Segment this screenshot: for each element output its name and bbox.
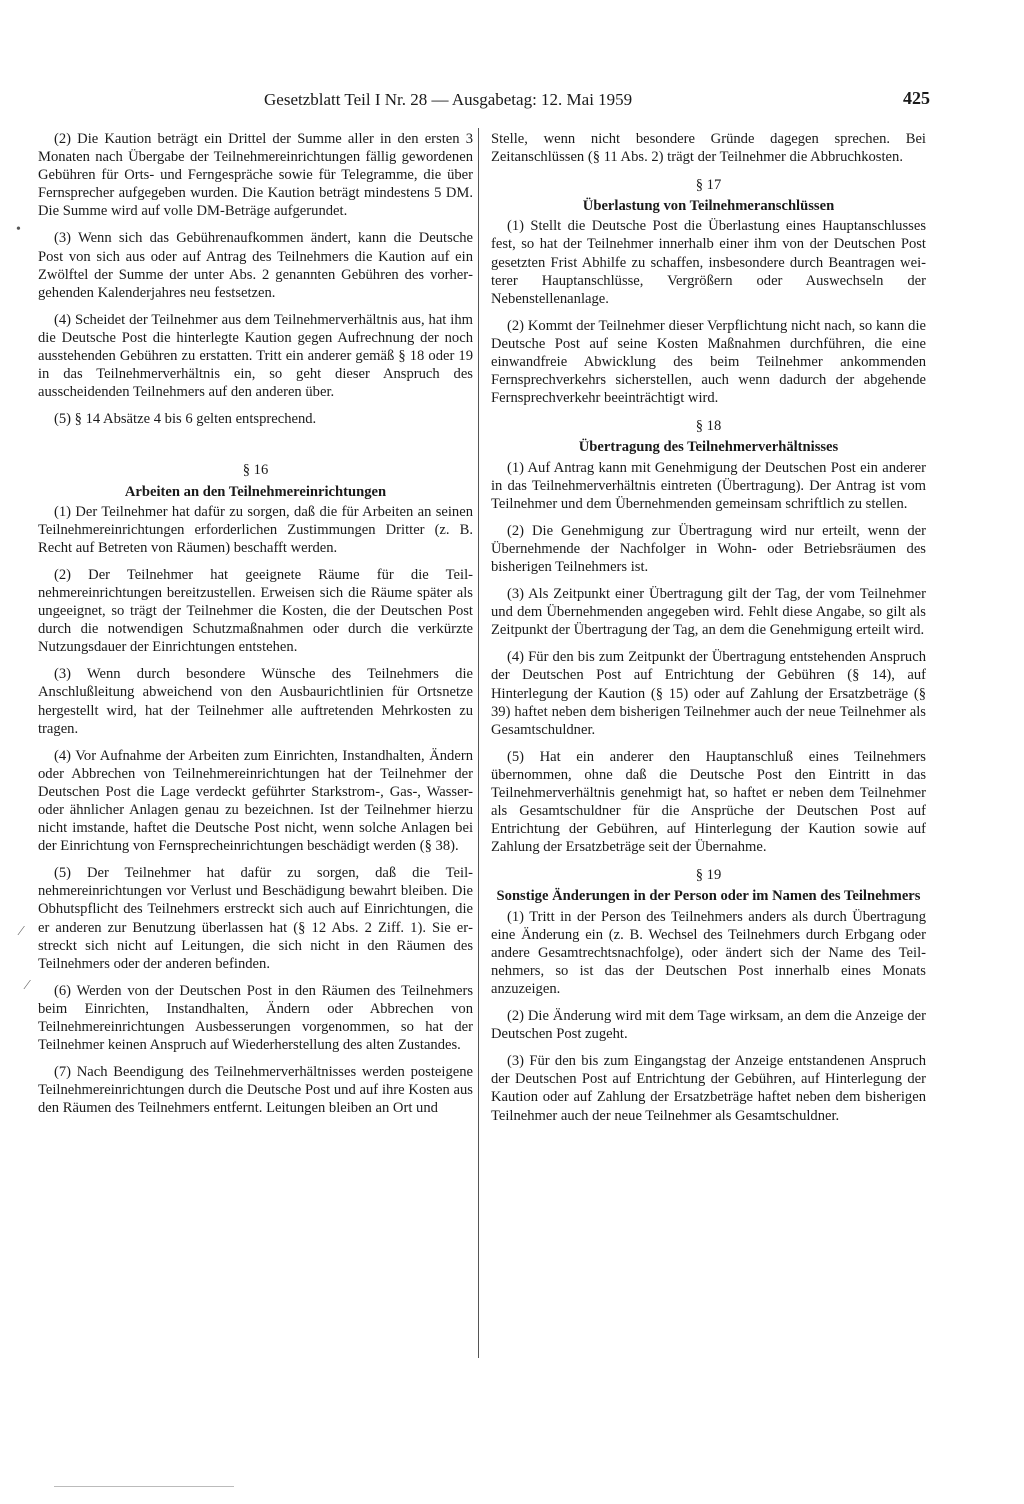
- paragraph: Stelle, wenn nicht besondere Gründe dagegen sprechen. Bei Zeitanschlüssen (§ 11 Abs. 2) trägt der Teilnehmer die Abbruchkosten.: [491, 131, 926, 166]
- paragraph: (1) Der Teilnehmer hat dafür zu sorgen, daß die für Arbeiten an seinen Teilnehmereinrichtungen erforderlichen Zustimmungen Dritter (z. B. Recht auf Betreten von Räumen) beschafft werden.: [38, 503, 473, 556]
- column-divider: [478, 128, 479, 1358]
- paragraph: (1) Tritt in der Person des Teilnehmers anders als durch Übertragung eine Änderung ein (z. B. Wechsel des Teilnehmers durch Erbgang oder andere Gesamtrechtsnachfolge), oder ändert sich der Name des Teilnehmers, so ist das der Deutschen Post innerhalb eines Monats anzuzeigen.: [491, 908, 926, 997]
- paragraph: (7) Nach Beendigung des Teilnehmerverhältnisses werden posteigene Teilnehmereinrichtungen durch die Deutsche Post und auf ihre Kosten aus den Räumen des Teilnehmers entfernt. Leitungen bleiben an Ort und: [38, 1064, 473, 1117]
- paragraph: (4) Vor Aufnahme der Arbeiten zum Einrichten, Instandhalten, Ändern oder Abbrechen von Teilnehmereinrichtungen hat der Teilnehmer der Deutschen Post die Lage verdeckt geführter Starkstrom-, Gas-, Wasser- oder ähnlicher Anlagen genau zu bezeichnen. Ist der Teilnehmer hierzu nicht imstande, haftet die Deutsche Post nicht, wenn solche Anlagen bei der Einrichtung von Fernsprecheinrichtungen beschädigt werden (§ 38).: [38, 747, 473, 855]
- paragraph: (1) Stellt die Deutsche Post die Überlastung eines Hauptanschlusses fest, so hat der Teilnehmer innerhalb einer ihm von der Deutschen Post gesetzten Frist Abhilfe zu schaffen, insbesondere durch Beantragen weiterer Hauptanschlüsse, Vergrößern oder Auswechseln der Nebenstellenanlage.: [491, 218, 926, 307]
- paragraph: (2) Der Teilnehmer hat geeignete Räume für die Teilnehmereinrichtungen bereitzustellen. Erweisen sich die Räume später als ungeeignet, so trägt der Teilnehmer die Kosten, die der Deutschen Post durch die notwendigen Schutzmaßnahmen oder durch die verkürzte Nutzungsdauer der Einrichtungen entstehen.: [38, 566, 473, 656]
- header-title: Gesetzblatt Teil I Nr. 28 — Ausgabetag: 12. Mai 1959: [264, 90, 633, 109]
- section-title: Sonstige Änderungen in der Person oder im Namen des Teilnehmers: [496, 888, 921, 905]
- paragraph: (4) Für den bis zum Zeitpunkt der Übertragung entstehenden Anspruch der Deutschen Post auf Entrichtung der Gebühren (§ 14), auf Hinterlegung der Kaution (§ 15) oder auf Zahlung der Ersatzbeträge (§ 39) haftet neben dem bisherigen Teilnehmer auch der neue Teilnehmer als Gesamtschuldner.: [491, 649, 926, 738]
- paragraph: (2) Die Genehmigung zur Übertragung wird nur erteilt, wenn der Übernehmende der Nachfolger in Wohn- oder Betriebsräumen des bisherigen Teilnehmers ist.: [491, 522, 926, 575]
- paragraph: (5) Der Teilnehmer hat dafür zu sorgen, daß die Teilnehmereinrichtungen vor Verlust und Beschädigung bewahrt bleiben. Die Obhutspflicht des Teilnehmers erstreckt sich auch auf Einrichtungen, die er anderen zur Benutzung überlassen hat (§ 12 Abs. 2 Ziff. 1). Sie erstreckt sich nicht auf Leitungen, die sich nicht in den Räumen des Teilnehmers oder der anderen befinden.: [38, 865, 473, 972]
- paragraph: (5) § 14 Absätze 4 bis 6 gelten entsprechend.: [54, 411, 317, 428]
- page-number: 425: [903, 88, 930, 108]
- page-header: [230, 88, 930, 112]
- paragraph: (2) Die Kaution beträgt ein Drittel der Summe aller in den ersten 3 Monaten nach Übergabe der Teilnehmereinrichtungen fällig gewordenen Gebühren für Orts- und Ferngespräche sowie für Telegramme, die über Fernsprecher aufgegeben wurden. Die Kaution beträgt mindestens 5 DM. Die Summe wird auf volle DM-Beträge aufgerundet.: [38, 131, 473, 220]
- paragraph: (3) Wenn sich das Gebührenaufkommen ändert, kann die Deutsche Post von sich aus oder auf Antrag des Teilnehmers die Kaution auf ein Zwölftel der Summe der unter Abs. 2 genannten Gebühren des vorhergehenden Kalenderjahres neu festsetzen.: [38, 230, 473, 301]
- section-title: Arbeiten an den Teilnehmereinrichtungen: [124, 483, 387, 500]
- paragraph: (6) Werden von der Deutschen Post in den Räumen des Teilnehmers beim Einrichten, Instandhalten, Ändern oder Abbrechen von Teilnehmereinrichtungen Ausbesserungen vorgenommen, so hat der Teilnehmer keinen Anspruch auf Wiederherstellung des alten Zustandes.: [38, 982, 473, 1054]
- section-number: § 17: [695, 177, 722, 194]
- left-column: [38, 130, 473, 1127]
- section-title: Übertragung des Teilnehmerverhältnisses: [578, 439, 839, 456]
- section-number: § 16: [242, 462, 269, 479]
- section-title: Überlastung von Teilnehmeranschlüssen: [582, 198, 835, 215]
- scan-speck: ⁄: [20, 924, 23, 939]
- section-number: § 18: [695, 418, 722, 435]
- right-column: [491, 130, 926, 1134]
- footnote-rule: [54, 1486, 234, 1487]
- paragraph: (5) Hat ein anderer den Hauptanschluß eines Teilnehmers übernommen, ohne daß die Deutsche Post den Eintritt in das Teilnehmerverhältnis genehmigt hat, so haftet er neben dem Teilnehmer als Gesamtschuldner für die Ansprüche der Deutschen Post auf Entrichtung der Gebühren, auf Hinterlegung der Kaution sowie auf Zahlung der Ersatzbeträge seit der Übernahme.: [491, 748, 926, 856]
- scan-speck: •: [16, 222, 21, 237]
- paragraph: (3) Wenn durch besondere Wünsche des Teilnehmers die Anschlußleitung abweichend von den Ausbaurichtlinien für Ortsnetze hergestellt wird, hat der Teilnehmer alle auftretenden Mehrkosten zu tragen.: [38, 666, 473, 737]
- paragraph: (2) Kommt der Teilnehmer dieser Verpflichtung nicht nach, so kann die Deutsche Post auf seine Kosten Maßnahmen durchführen, die eine einwandfreie Abwicklung des beim Teilnehmer ankommenden Fernsprechverkehrs sicherstellen, auch wenn dadurch der abgehende Fernsprechverkehr beeinträchtigt wird.: [491, 317, 926, 407]
- scan-speck: ⁄: [26, 978, 29, 993]
- paragraph: (3) Für den bis zum Eingangstag der Anzeige entstandenen Anspruch der Deutschen Post auf Entrichtung der Gebühren, auf Hinterlegung der Kaution oder auf Zahlung der Ersatzbeträge haftet neben dem bisherigen Teilnehmer auch der neue Teilnehmer als Gesamtschuldner.: [491, 1053, 926, 1124]
- paragraph: (3) Als Zeitpunkt einer Übertragung gilt der Tag, der vom Teilnehmer und dem Übernehmenden angegeben wird. Fehlt diese Angabe, so gilt als Zeitpunkt der Übertragung der Tag, an dem die Genehmigung erteilt wird.: [491, 586, 926, 639]
- paragraph: (2) Die Änderung wird mit dem Tage wirksam, an dem die Anzeige der Deutschen Post zugeht.: [491, 1008, 926, 1043]
- paragraph: (1) Auf Antrag kann mit Genehmigung der Deutschen Post ein anderer in das Teilnehmerverhältnis eintreten (Übertragung). Der Antrag ist vom Teilnehmer und dem Übernehmenden gemeinsam schriftlich zu stellen.: [491, 459, 926, 512]
- section-number: § 19: [695, 867, 722, 884]
- paragraph: (4) Scheidet der Teilnehmer aus dem Teilnehmerverhältnis aus, hat ihm die Deutsche Post die hinterlegte Kaution gegen Aufrechnung der noch ausstehenden Gebühren zu erstatten. Tritt ein anderer gemäß § 18 oder 19 in das Teilnehmerverhältnis ein, so geht dieser Anspruch des ausscheidenden Teilnehmers auf den anderen über.: [38, 311, 473, 401]
